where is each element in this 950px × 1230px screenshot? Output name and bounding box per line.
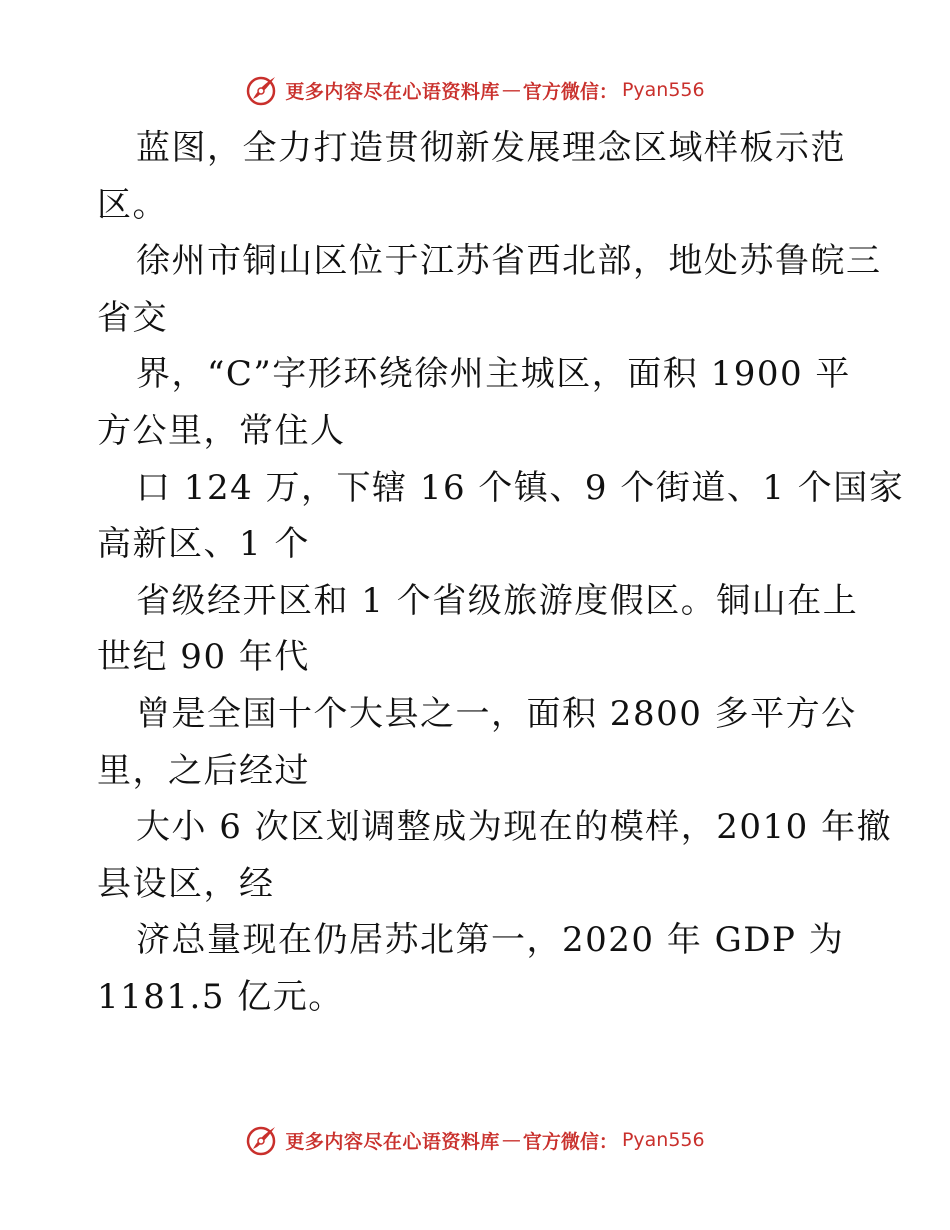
text-line: 高新区、1 个 bbox=[97, 524, 310, 565]
quill-logo-icon bbox=[245, 1123, 279, 1157]
text-line: 曾是全国十个大县之一，面积 2800 多平方公 bbox=[136, 693, 857, 734]
text-line: 里，之后经过 bbox=[97, 750, 310, 791]
text-line: 界，“C”字形环绕徐州主城区，面积 1900 平 bbox=[136, 354, 851, 395]
footer-watermark bbox=[0, 1120, 950, 1160]
text-line: 徐州市铜山区位于江苏省西北部，地处苏鲁皖三 bbox=[136, 241, 882, 282]
quill-logo-icon bbox=[245, 73, 279, 107]
watermark-wechat-id: Pyan556 bbox=[621, 79, 705, 101]
watermark-dash: — bbox=[501, 79, 521, 101]
text-line: 县设区，经 bbox=[97, 863, 275, 904]
text-line: 省级经开区和 1 个省级旅游度假区。铜山在上 bbox=[136, 580, 859, 621]
document-body bbox=[97, 120, 905, 1026]
header-watermark bbox=[0, 70, 950, 110]
text-line: 区。 bbox=[97, 184, 168, 225]
watermark-wechat-label: 官方微信： bbox=[522, 1130, 618, 1153]
text-line: 1181.5 亿元。 bbox=[97, 976, 344, 1017]
watermark-main-text: 更多内容尽在心语资料库 bbox=[285, 80, 500, 103]
text-line: 省交 bbox=[97, 297, 168, 338]
watermark-wechat-label: 官方微信： bbox=[522, 80, 618, 103]
text-line: 济总量现在仍居苏北第一，2020 年 GDP 为 bbox=[136, 920, 845, 961]
watermark-dash: — bbox=[501, 1129, 521, 1151]
text-line: 方公里，常住人 bbox=[97, 410, 346, 451]
text-line: 大小 6 次区划调整成为现在的模样，2010 年撤 bbox=[136, 807, 893, 848]
watermark-wechat-id: Pyan556 bbox=[621, 1129, 705, 1151]
text-line: 世纪 90 年代 bbox=[97, 637, 310, 678]
watermark-main-text: 更多内容尽在心语资料库 bbox=[285, 1130, 500, 1153]
text-line: 口 124 万，下辖 16 个镇、9 个街道、1 个国家 bbox=[136, 467, 905, 508]
text-line: 蓝图，全力打造贯彻新发展理念区域样板示范 bbox=[136, 128, 846, 168]
